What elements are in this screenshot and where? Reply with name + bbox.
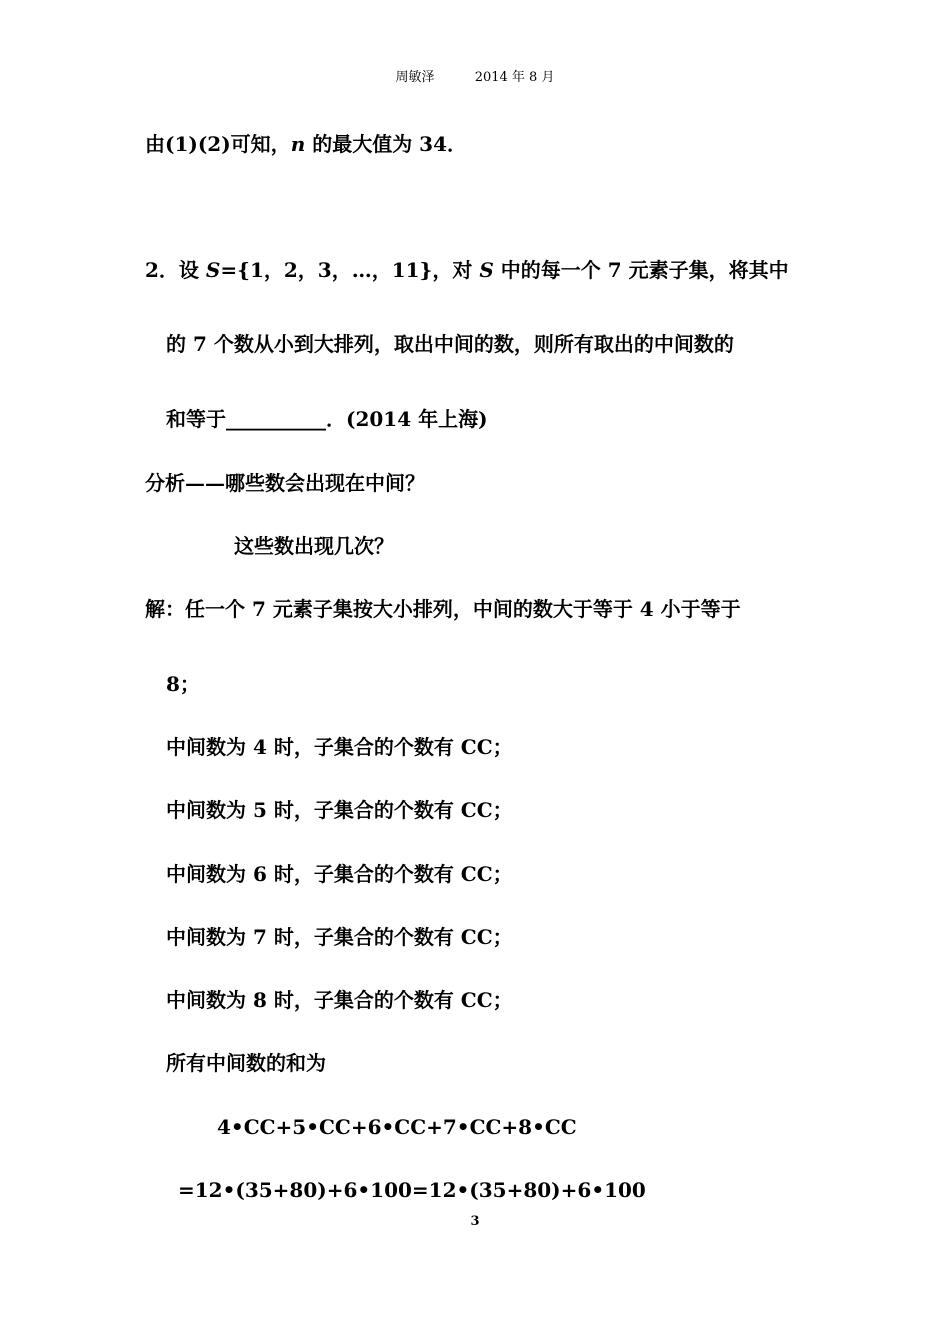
- conclusion-line: 由(1)(2)可知，n 的最大值为 34．: [145, 132, 467, 156]
- sum-intro-line: 所有中间数的和为: [166, 1051, 326, 1075]
- variable-n: n: [290, 132, 306, 156]
- header-date: 2014 年 8 月: [474, 70, 555, 85]
- sum-result-line: =12•(35+80)+6•100=12•(35+80)+6•100: [178, 1178, 646, 1202]
- solution-line-2: 8；: [166, 672, 200, 696]
- case-7-line: 中间数为 7 时，子集合的个数有 CC；: [166, 925, 513, 949]
- page-number: 3: [470, 1214, 480, 1229]
- analysis-line-1: 分析——哪些数会出现在中间？: [145, 471, 425, 495]
- sum-expression-line: 4•CC+5•CC+6•CC+7•CC+8•CC: [217, 1115, 577, 1139]
- header-author: 周敏泽: [395, 70, 435, 85]
- problem-2-line-3: 和等于__________．(2014 年上海): [166, 407, 488, 431]
- problem-2-line-2: 的 7 个数从小到大排列，取出中间的数，则所有取出的中间数的: [166, 332, 734, 356]
- case-6-line: 中间数为 6 时，子集合的个数有 CC；: [166, 862, 513, 886]
- case-4-line: 中间数为 4 时，子集合的个数有 CC；: [166, 735, 513, 759]
- case-5-line: 中间数为 5 时，子集合的个数有 CC；: [166, 798, 513, 822]
- problem-2-line-1: 2．设 S={1，2，3，…，11}，对 S 中的每一个 7 元素子集，将其中: [145, 258, 789, 282]
- analysis-line-2: 这些数出现几次？: [234, 534, 394, 558]
- case-8-line: 中间数为 8 时，子集合的个数有 CC；: [166, 988, 513, 1012]
- variable-s: S: [479, 258, 494, 282]
- variable-s: S: [205, 258, 221, 282]
- solution-line-1: 解：任一个 7 元素子集按大小排列，中间的数大于等于 4 小于等于: [145, 597, 741, 621]
- page-header: [0, 66, 950, 85]
